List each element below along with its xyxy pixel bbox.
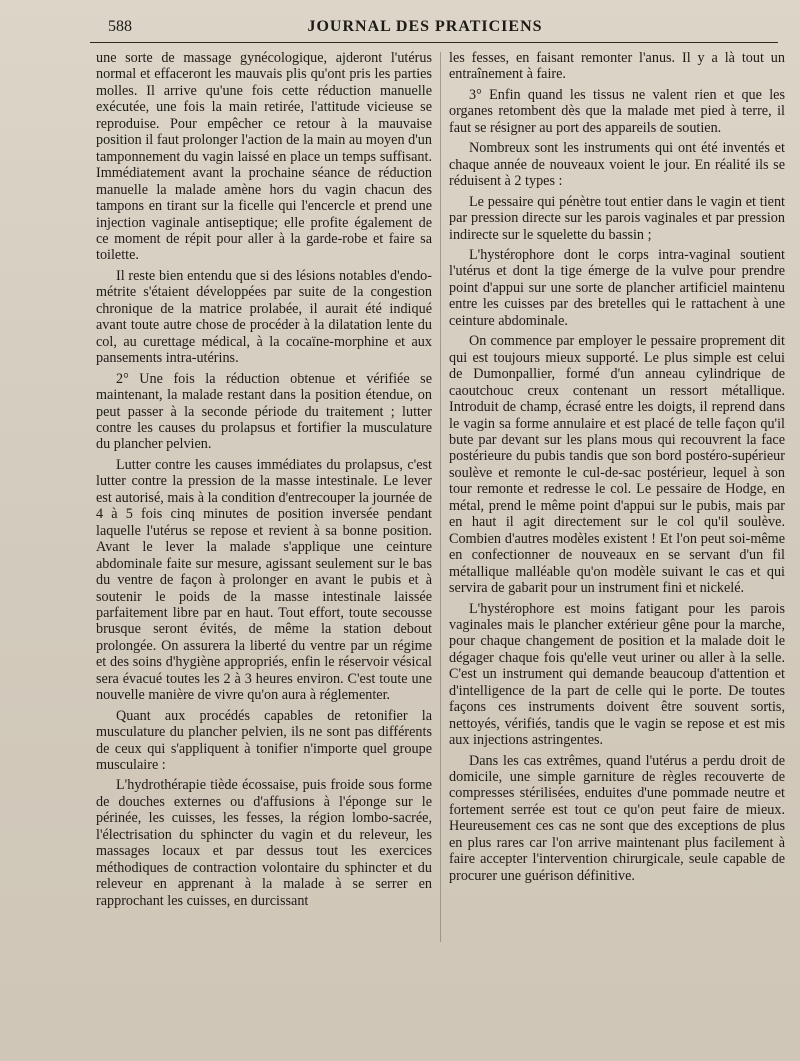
paragraph: L'hydrothérapie tiède écossaise, puis froide sous forme de douches externes ou d'affusions à l'éponge sur le périnée, les cuisses, les fesses, la région lombo-sacrée, l'électrisation du sphincter du vagin et du releveur, les massages locaux et par dessus tout les exercices méthodiques de contraction volontaire du sphincter et du releveur en apprenant à la malade à se serrer en rapprochant les cuisses, en durcissant (96, 777, 432, 909)
paragraph: L'hystérophore dont le corps intra-vaginal soutient l'utérus et dont la tige émerge de la vulve pour prendre point d'appui sur une sorte de plancher artificiel maintenu entre les cuisses par des bretelles qui le rattachent à une ceinture abdominale. (449, 246, 785, 329)
right-column (449, 50, 785, 888)
header-rule (90, 42, 778, 43)
paragraph: 3° Enfin quand les tissus ne valent rien et que les organes retombent dès que la malade met pied à terre, il faut se résigner au port des appareils de soutien. (449, 86, 785, 136)
paragraph: Lutter contre les causes immédiates du prolapsus, c'est lutter contre la pression de la masse intestinale. Le lever est autorisé, mais à la condition d'entrecouper la journée de 4 à 5 fois cinq minutes de position inversée pendant laquelle l'utérus se repose et revient à sa bonne position. Avant le lever la malade s'applique une ceinture abdominale faite sur mesure, agissant seulement sur le bas du ventre de façon à prolonger en avant le pubis et à soutenir le poids de la masse intestinale laissée parfaitement libre par en haut. Tout effort, toute secousse brusque seront évités, de même la station debout prolongée. On assurera la liberté du ventre par un régime et des soins d'hygiène appropriés, enfin le réservoir vésical sera évacué toutes les 2 à 3 heures environ. C'est toute une nouvelle manière de vivre qu'on aura à réglementer. (96, 456, 432, 704)
left-column (96, 50, 432, 913)
paragraph: Il reste bien entendu que si des lésions notables d'endo-métrite s'étaient développées par suite de la congestion chronique de la matrice prolabée, il aurait été indiqué avant toute autre chose de procéder à la dilatation lente du col, au curettage médical, à la cocaïne-morphine et aux pansements intra-utérins. (96, 267, 432, 367)
paragraph: Dans les cas extrêmes, quand l'utérus a perdu droit de domicile, une simple garniture de règles recouverte de compresses stérilisées, enduites d'une pommade neutre et fortement serrée est tout ce qu'on peut faire de mieux. Heureusement ces cas ne sont que des exceptions de plus en plus rares car l'on arrive maintenant plus facilement à faire accepter l'intervention chirurgicale, seule capable de procurer une guérison définitive. (449, 752, 785, 884)
paragraph: Le pessaire qui pénètre tout entier dans le vagin et tient par pression directe sur les parois vaginales et par pression indirecte sur le squelette du bassin ; (449, 193, 785, 243)
paragraph: Quant aux procédés capables de retonifier la musculature du plancher pelvien, ils ne sont pas différents de ceux qui s'appliquent à tonifier n'importe quel groupe musculaire : (96, 707, 432, 774)
page-number: 588 (108, 18, 132, 35)
paragraph: On commence par employer le pessaire proprement dit qui est toujours mieux supporté. Le plus simple est celui de Dumonpallier, formé d'un anneau cylindrique de caoutchouc creux contenant un ressort métallique. Introduit de champ, écrasé entre les doigts, il reprend dans le vagin sa forme annulaire et est placé de telle façon qu'il bute par devant sur les plans mous qui recouvrent la face postérieure du pubis tandis que son bord postéro-supérieur soulève et remonte le cul-de-sac postérieur, lequel à son tour remonte et redresse le col. Le pessaire de Hodge, en métal, prend le même point d'appui sur le pubis, mais par en haut il agit directement sur le col qu'il soulève. Combien d'autres modèles existent ! Et l'on peut soi-même en confectionner de nouveaux en se servant d'un fil métallique malléable qu'on modèle suivant le cas et qui servira de gabarit pour un instrument fini et nickelé. (449, 333, 785, 597)
paragraph: L'hystérophore est moins fatigant pour les parois vaginales mais le plancher extérieur gêne pour la marche, pour chaque changement de position et la malade doit le dégager chaque fois qu'elle veut uriner ou aller à la selle. C'est un instrument qui demande beaucoup d'attention et d'intelligence de la part de celle qui le porte. De toutes façons ces instruments doivent être souvent sortis, nettoyés, vérifiés, tandis que le vagin se repose et est mis aux injections astringentes. (449, 600, 785, 749)
paragraph: Nombreux sont les instruments qui ont été inventés et chaque année de nouveaux voient le jour. En réalité ils se réduisent à 2 types : (449, 140, 785, 190)
page-header (90, 18, 760, 42)
paragraph: les fesses, en faisant remonter l'anus. Il y a là tout un entraînement à faire. (449, 50, 785, 83)
paragraph: une sorte de massage gynécologique, ajderont l'utérus normal et effaceront les mauvais plis qu'ont pris les parties molles. Il arrive qu'une fois cette réduction manuelle exécutée, une fois la main retirée, l'attitude vicieuse se reproduise. Pour empêcher ce retour à la mauvaise position il faut prolonger l'action de la main au moyen d'un tamponnement du vagin laissé en place un temps suffisant. Immédiatement avant la prochaine séance de réduction manuelle la malade amène hors du vagin chacun des tampons en tirant sur la ficelle qui l'encercle et prend une injection vaginale antiseptique; elle profite également de ce moment de répit pour aller à la garde-robe et faire sa toilette. (96, 50, 432, 264)
journal-title: JOURNAL DES PRATICIENS (307, 18, 543, 35)
paragraph: 2° Une fois la réduction obtenue et vérifiée se maintenant, la malade restant dans la position étendue, on peut passer à la seconde période du traitement ; lutter contre les causes du prolapsus et fortifier la musculature du plancher pelvien. (96, 370, 432, 453)
column-divider (440, 52, 441, 942)
